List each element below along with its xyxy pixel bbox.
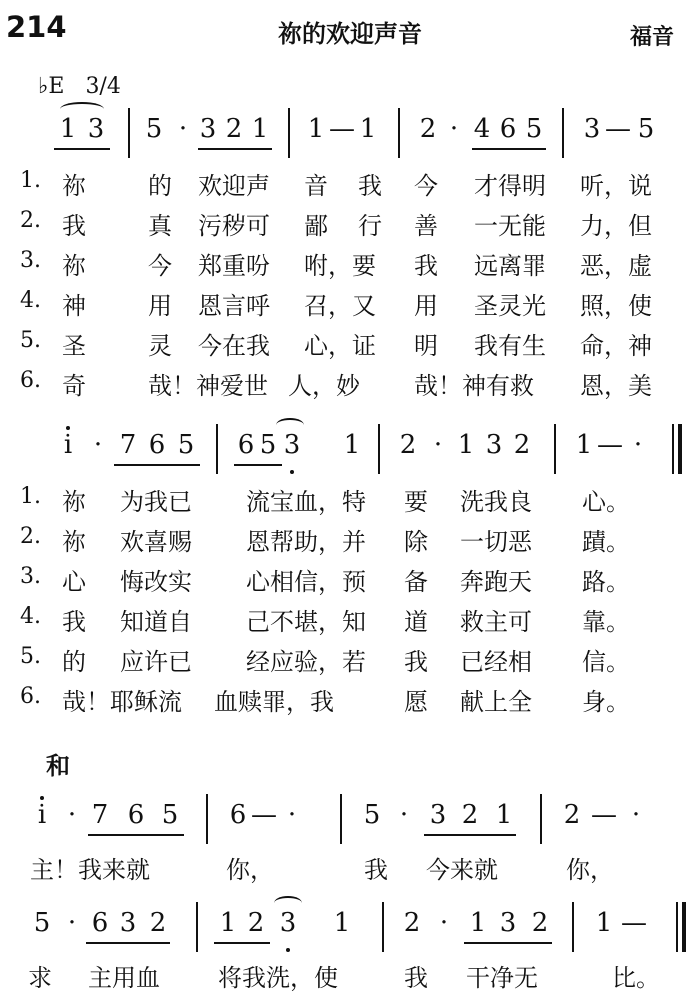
jianpu-note: 2 xyxy=(513,430,531,460)
lyric-word: 我 xyxy=(404,964,428,992)
lyric-word: 圣 xyxy=(62,332,86,360)
jianpu-note: 1 xyxy=(219,908,237,938)
verse-number: 6. xyxy=(20,684,41,709)
beat-underline xyxy=(54,148,110,150)
lyric-word: 心 xyxy=(62,568,86,596)
octave-dot-high xyxy=(40,796,44,800)
lyric-word: 我 xyxy=(414,252,438,280)
jianpu-note: — xyxy=(597,430,623,460)
barline xyxy=(128,108,130,158)
lyric-word: 比。 xyxy=(612,964,660,992)
jianpu-note: · xyxy=(449,114,459,144)
lyric-word: 恶，虚 xyxy=(580,252,652,280)
lyric-word: 神 xyxy=(62,292,86,320)
verse-number: 1. xyxy=(20,484,41,509)
jianpu-note: 3 xyxy=(485,430,503,460)
barline xyxy=(216,424,218,474)
lyric-word: 哉！神爱世 xyxy=(148,372,268,400)
lyric-word: 身。 xyxy=(582,688,630,716)
lyric-word: 才得明 xyxy=(474,172,546,200)
jianpu-note: 5 xyxy=(161,800,179,830)
lyric-word: 祢 xyxy=(62,172,86,200)
verse-number: 6. xyxy=(20,368,41,393)
jianpu-note: 2 xyxy=(247,908,265,938)
lyric-word: 奔跑天 xyxy=(460,568,532,596)
lyric-word: 干净无 xyxy=(466,964,538,992)
jianpu-note: 1 xyxy=(251,114,269,144)
lyric-word: 行 xyxy=(358,212,382,240)
jianpu-note: 7 xyxy=(119,430,137,460)
jianpu-note: 3 xyxy=(279,908,297,938)
jianpu-note: 1 xyxy=(469,908,487,938)
jianpu-note: 3 xyxy=(199,114,217,144)
jianpu-note: 1 xyxy=(343,430,361,460)
jianpu-note: 4 xyxy=(473,114,491,144)
lyric-word: 靠。 xyxy=(582,608,630,636)
lyric-word: 心，证 xyxy=(304,332,376,360)
lyric-word: 召，又 xyxy=(304,292,376,320)
jianpu-note: 2 xyxy=(403,908,421,938)
lyric-word: 我 xyxy=(62,608,86,636)
refrain-label: 和 xyxy=(46,752,70,780)
tie-arc xyxy=(276,418,304,432)
lyric-word: 流宝血，特 xyxy=(246,488,366,516)
beat-underline xyxy=(214,942,270,944)
lyric-word: 我 xyxy=(62,212,86,240)
jianpu-note: i xyxy=(63,430,73,460)
lyric-word: 一无能 xyxy=(474,212,546,240)
barline xyxy=(554,424,556,474)
lyric-word: 我 xyxy=(358,172,382,200)
jianpu-note: 3 xyxy=(87,114,105,144)
verse-number: 1. xyxy=(20,168,41,193)
jianpu-note: 3 xyxy=(119,908,137,938)
lyric-word: 欢喜赐 xyxy=(120,528,192,556)
jianpu-note: 2 xyxy=(399,430,417,460)
jianpu-note: 7 xyxy=(91,800,109,830)
lyric-word: 今 xyxy=(414,172,438,200)
jianpu-note: 2 xyxy=(419,114,437,144)
lyric-word: 知道自 xyxy=(120,608,192,636)
jianpu-note: — xyxy=(591,800,617,830)
jianpu-note: — xyxy=(605,114,631,144)
jianpu-note: · xyxy=(631,800,641,830)
jianpu-note: — xyxy=(251,800,277,830)
time-signature: 3/4 xyxy=(85,74,121,99)
jianpu-note: 1 xyxy=(59,114,77,144)
end-barline xyxy=(672,424,674,474)
hymn-category: 福音 xyxy=(629,25,674,50)
jianpu-note: 1 xyxy=(457,430,475,460)
lyric-word: 用 xyxy=(148,292,172,320)
jianpu-note: · xyxy=(633,430,643,460)
barline xyxy=(288,108,290,158)
lyric-word: 的 xyxy=(62,648,86,676)
lyric-word: 献上全 xyxy=(460,688,532,716)
lyric-word: 今在我 xyxy=(198,332,270,360)
lyric-word: 将我洗，使 xyxy=(218,964,338,992)
jianpu-note: 1 xyxy=(307,114,325,144)
lyric-word: 血赎罪，我 xyxy=(214,688,334,716)
jianpu-note: 1 xyxy=(359,114,377,144)
lyric-word: 一切恶 xyxy=(460,528,532,556)
lyric-word: 祢 xyxy=(62,528,86,556)
lyric-word: 已经相 xyxy=(460,648,532,676)
barline xyxy=(206,794,208,844)
jianpu-note: 1 xyxy=(495,800,513,830)
lyric-word: 圣灵光 xyxy=(474,292,546,320)
barline xyxy=(196,902,198,952)
jianpu-note: · xyxy=(439,908,449,938)
lyric-word: 为我已 xyxy=(120,488,192,516)
jianpu-note: · xyxy=(67,908,77,938)
key-signature xyxy=(38,74,121,99)
verse-number: 2. xyxy=(20,524,41,549)
beat-underline xyxy=(88,834,184,836)
end-barline xyxy=(682,902,686,952)
notation-system-4 xyxy=(0,902,700,962)
lyric-word: 心相信，预 xyxy=(246,568,366,596)
beat-underline xyxy=(198,148,272,150)
jianpu-note: 1 xyxy=(333,908,351,938)
jianpu-note: 6 xyxy=(148,430,166,460)
beat-underline xyxy=(464,942,552,944)
jianpu-note: 6 xyxy=(499,114,517,144)
lyric-word: 人，妙 xyxy=(288,372,360,400)
lyric-word: 污秽可 xyxy=(198,212,270,240)
jianpu-note: 5 xyxy=(637,114,655,144)
notation-system-3 xyxy=(0,794,700,854)
lyric-word: 我 xyxy=(404,648,428,676)
barline xyxy=(572,902,574,952)
lyric-word: 路。 xyxy=(582,568,630,596)
jianpu-note: · xyxy=(67,800,77,830)
lyric-word: 灵 xyxy=(148,332,172,360)
jianpu-note: 6 xyxy=(237,430,255,460)
lyric-word: 你， xyxy=(226,856,274,884)
lyric-word: 哉！耶稣流 xyxy=(62,688,182,716)
verse-number: 5. xyxy=(20,328,41,353)
jianpu-note: — xyxy=(621,908,647,938)
barline xyxy=(378,424,380,474)
lyric-word: 远离罪 xyxy=(474,252,546,280)
lyric-word: 我 xyxy=(364,856,388,884)
jianpu-note: 3 xyxy=(583,114,601,144)
lyric-word: 力，但 xyxy=(580,212,652,240)
jianpu-note: i xyxy=(37,800,47,830)
lyric-word: 今 xyxy=(148,252,172,280)
verse-number: 4. xyxy=(20,288,41,313)
jianpu-note: 2 xyxy=(531,908,549,938)
lyric-word: 洗我良 xyxy=(460,488,532,516)
lyric-word: 愿 xyxy=(404,688,428,716)
lyric-word: 郑重吩 xyxy=(198,252,270,280)
key-label: ♭E xyxy=(38,74,65,99)
jianpu-note: 5 xyxy=(177,430,195,460)
jianpu-note: 6 xyxy=(127,800,145,830)
lyric-word: 祢 xyxy=(62,488,86,516)
octave-dot-low xyxy=(286,948,290,952)
lyric-word: 悔改实 xyxy=(120,568,192,596)
jianpu-note: 6 xyxy=(229,800,247,830)
lyric-word: 祢 xyxy=(62,252,86,280)
lyric-word: 救主可 xyxy=(460,608,532,636)
verse-number: 3. xyxy=(20,564,41,589)
jianpu-note: 2 xyxy=(461,800,479,830)
lyric-word: 你， xyxy=(566,856,614,884)
lyric-word: 照，使 xyxy=(580,292,652,320)
jianpu-note: 3 xyxy=(283,430,301,460)
lyric-word: 真 xyxy=(148,212,172,240)
jianpu-note: 5 xyxy=(259,430,277,460)
jianpu-note: 5 xyxy=(33,908,51,938)
lyric-word: 听，说 xyxy=(580,172,652,200)
lyric-word: 应许已 xyxy=(120,648,192,676)
verse-number: 4. xyxy=(20,604,41,629)
barline xyxy=(340,794,342,844)
jianpu-note: 2 xyxy=(563,800,581,830)
lyric-word: 恩，美 xyxy=(580,372,652,400)
lyric-word: 奇 xyxy=(62,372,86,400)
jianpu-note: 3 xyxy=(429,800,447,830)
lyric-word: 信。 xyxy=(582,648,630,676)
lyric-word: 音 xyxy=(304,172,328,200)
beat-underline xyxy=(114,464,200,466)
beat-underline xyxy=(86,942,170,944)
notation-system-1 xyxy=(0,108,700,168)
jianpu-note: 5 xyxy=(363,800,381,830)
lyric-word: 今来就 xyxy=(426,856,498,884)
lyric-word: 道 xyxy=(404,608,428,636)
lyric-word: 己不堪，知 xyxy=(246,608,366,636)
lyric-word: 求 xyxy=(28,964,52,992)
lyric-word: 欢迎声 xyxy=(198,172,270,200)
lyric-word: 我有生 xyxy=(474,332,546,360)
tie-arc xyxy=(60,102,104,116)
lyric-word: 心。 xyxy=(582,488,630,516)
lyric-word: 哉！神有救 xyxy=(414,372,534,400)
lyric-word: 主！我来就 xyxy=(30,856,150,884)
lyric-word: 蹟。 xyxy=(582,528,630,556)
barline xyxy=(540,794,542,844)
jianpu-note: 5 xyxy=(525,114,543,144)
lyric-word: 备 xyxy=(404,568,428,596)
lyric-word: 经应验，若 xyxy=(246,648,366,676)
jianpu-note: 6 xyxy=(91,908,109,938)
jianpu-note: 2 xyxy=(225,114,243,144)
lyric-word: 命，神 xyxy=(580,332,652,360)
barline xyxy=(382,902,384,952)
jianpu-note: — xyxy=(329,114,355,144)
lyric-word: 恩言呼 xyxy=(198,292,270,320)
end-barline xyxy=(676,902,678,952)
jianpu-note: · xyxy=(93,430,103,460)
verse-number: 3. xyxy=(20,248,41,273)
beat-underline xyxy=(234,464,282,466)
jianpu-note: 3 xyxy=(499,908,517,938)
jianpu-note: · xyxy=(287,800,297,830)
octave-dot-low xyxy=(290,470,294,474)
notation-system-2 xyxy=(0,424,700,484)
lyric-word: 咐，要 xyxy=(304,252,376,280)
jianpu-note: · xyxy=(433,430,443,460)
tie-arc xyxy=(274,896,302,910)
barline xyxy=(562,108,564,158)
verse-number: 2. xyxy=(20,208,41,233)
beat-underline xyxy=(424,834,516,836)
jianpu-note: 5 xyxy=(145,114,163,144)
hymn-number: 214 xyxy=(6,10,67,44)
end-barline xyxy=(678,424,682,474)
jianpu-note: 2 xyxy=(149,908,167,938)
lyric-word: 鄙 xyxy=(304,212,328,240)
lyric-word: 明 xyxy=(414,332,438,360)
beat-underline xyxy=(472,148,546,150)
barline xyxy=(398,108,400,158)
lyric-word: 恩帮助，并 xyxy=(246,528,366,556)
verse-number: 5. xyxy=(20,644,41,669)
lyric-word: 除 xyxy=(404,528,428,556)
lyric-word: 主用血 xyxy=(88,964,160,992)
octave-dot-high xyxy=(66,426,70,430)
lyric-word: 善 xyxy=(414,212,438,240)
jianpu-note: 1 xyxy=(595,908,613,938)
lyric-word: 用 xyxy=(414,292,438,320)
lyric-word: 要 xyxy=(404,488,428,516)
jianpu-note: 1 xyxy=(575,430,593,460)
lyric-word: 的 xyxy=(148,172,172,200)
jianpu-note: · xyxy=(399,800,409,830)
jianpu-note: · xyxy=(178,114,188,144)
hymn-title: 祢的欢迎声音 xyxy=(278,20,422,48)
